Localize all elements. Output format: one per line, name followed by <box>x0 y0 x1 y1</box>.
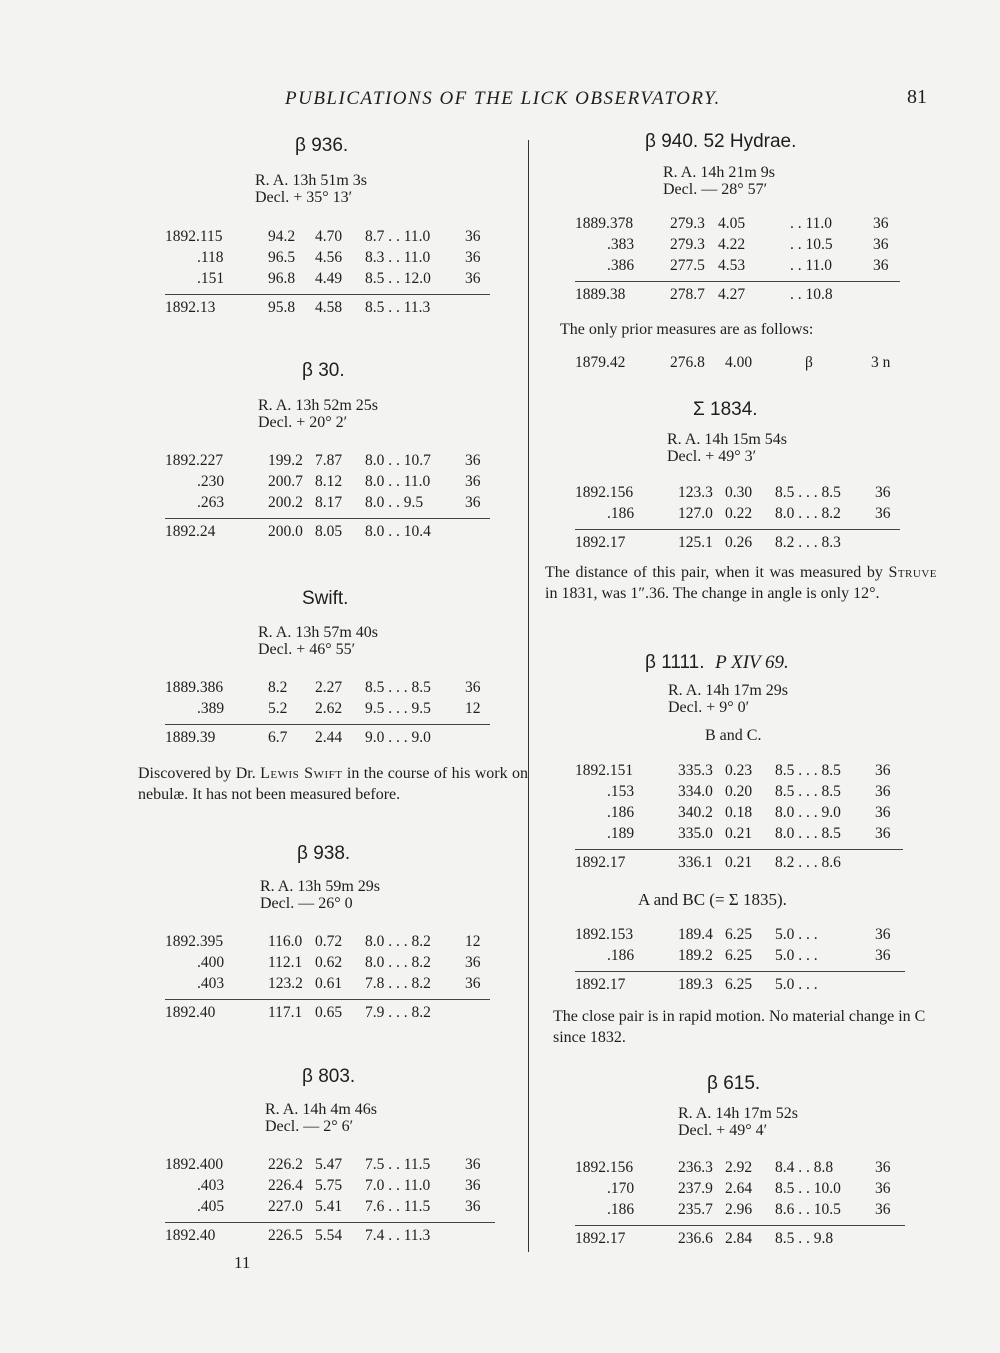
table-rule <box>575 971 905 972</box>
nights-cell: 36 <box>465 1156 481 1173</box>
nights-cell: 36 <box>873 257 889 274</box>
prior-measures-row <box>575 354 905 375</box>
distance-cell: 5.41 <box>315 1198 343 1215</box>
position-angle-cell: 112.1 <box>268 954 303 971</box>
magnitudes-cell: β <box>805 354 813 371</box>
magnitudes-cell: 7.9 . . . 8.2 <box>365 1004 431 1021</box>
magnitudes-cell: 8.6 . . 10.5 <box>775 1201 841 1218</box>
magnitudes-cell: 8.0 . . . 8.2 <box>365 933 431 950</box>
measures-table <box>165 1156 495 1248</box>
table-rule <box>165 724 490 725</box>
table-row <box>575 825 903 846</box>
declination: Decl. — 26° 0 <box>260 895 353 912</box>
right-ascension: R. A. 14h 21m 9s <box>663 164 776 181</box>
entry-title: β 615. <box>707 1073 761 1094</box>
distance-cell: 8.17 <box>315 494 343 511</box>
epoch-cell: 1892.156 <box>575 1159 634 1176</box>
table-rule <box>575 529 900 530</box>
magnitudes-cell: 8.5 . . . 8.5 <box>775 783 841 800</box>
coordinates <box>255 172 367 206</box>
distance-cell: 2.27 <box>315 679 343 696</box>
table-row <box>575 783 903 804</box>
coordinates <box>258 624 378 658</box>
entry-title: β 938. <box>297 843 351 864</box>
epoch-cell: 1892.40 <box>165 1004 216 1021</box>
table-row <box>575 1159 905 1180</box>
table-row <box>575 257 900 278</box>
table-row <box>575 1180 905 1201</box>
prior-row <box>575 354 905 375</box>
declination: Decl. + 49° 3′ <box>667 448 757 465</box>
epoch-cell: .151 <box>197 270 225 287</box>
table-row <box>165 975 490 996</box>
magnitudes-cell: 8.0 . . . 8.5 <box>775 825 841 842</box>
distance-cell: 4.05 <box>718 215 746 232</box>
magnitudes-cell: 7.5 . . 11.5 <box>365 1156 431 1173</box>
magnitudes-cell: 7.0 . . 11.0 <box>365 1177 431 1194</box>
epoch-cell: 1892.24 <box>165 523 216 540</box>
magnitudes-cell: . . 10.5 <box>790 236 833 253</box>
position-angle-cell: 116.0 <box>268 933 303 950</box>
declination: Decl. + 20° 2′ <box>258 414 348 431</box>
nights-cell: 36 <box>465 494 481 511</box>
discovery-note: Discovered by Dr. Lewis Swift in the course of his work on nebulæ. It has not been measured before. <box>138 765 529 803</box>
epoch-cell: .186 <box>607 505 635 522</box>
epoch-cell: .153 <box>607 783 635 800</box>
magnitudes-cell: 8.2 . . . 8.3 <box>775 534 841 551</box>
nights-cell: 36 <box>465 249 481 266</box>
position-angle-cell: 94.2 <box>268 228 296 245</box>
nights-cell: 36 <box>465 228 481 245</box>
magnitudes-cell: 8.4 . . 8.8 <box>775 1159 834 1176</box>
nights-cell: 36 <box>875 1201 891 1218</box>
distance-cell: 0.65 <box>315 1004 343 1021</box>
position-angle-cell: 276.8 <box>670 354 705 371</box>
table-row <box>575 947 905 968</box>
magnitudes-cell: 8.3 . . 11.0 <box>365 249 431 266</box>
table-row <box>575 236 900 257</box>
table-row <box>575 926 905 947</box>
distance-cell: 2.84 <box>725 1230 753 1247</box>
distance-cell: 8.12 <box>315 473 343 490</box>
entry-title: β 803. <box>302 1066 356 1087</box>
epoch-cell: 1892.40 <box>165 1227 216 1244</box>
epoch-cell: .405 <box>197 1198 225 1215</box>
position-angle-cell: 227.0 <box>268 1198 303 1215</box>
distance-cell: 0.22 <box>725 505 753 522</box>
distance-cell: 2.64 <box>725 1180 753 1197</box>
position-angle-cell: 200.2 <box>268 494 303 511</box>
position-angle-cell: 123.3 <box>678 484 713 501</box>
mean-row <box>575 534 900 555</box>
nights-cell: 36 <box>875 505 891 522</box>
epoch-cell: .403 <box>197 975 225 992</box>
table-rule <box>165 518 490 519</box>
epoch-cell: 1879.42 <box>575 354 626 371</box>
mean-row <box>165 1227 495 1248</box>
entry-title: Σ 1834. <box>693 399 758 420</box>
table-row <box>165 954 490 975</box>
mean-row <box>575 1230 905 1251</box>
nights-cell: 36 <box>465 452 481 469</box>
magnitudes-cell: 5.0 . . . <box>775 976 818 993</box>
distance-cell: 4.27 <box>718 286 746 303</box>
distance-cell: 2.96 <box>725 1201 753 1218</box>
entry-title-primary: β 1111. <box>645 652 705 673</box>
magnitudes-cell: 5.0 . . . <box>775 947 818 964</box>
table-row <box>165 494 490 515</box>
position-angle-cell: 336.1 <box>678 854 713 871</box>
distance-cell: 4.49 <box>315 270 343 287</box>
position-angle-cell: 6.7 <box>268 729 288 746</box>
position-angle-cell: 117.1 <box>268 1004 303 1021</box>
nights-cell: 36 <box>875 804 891 821</box>
nights-cell: 36 <box>873 215 889 232</box>
right-ascension: R. A. 13h 59m 29s <box>260 878 381 895</box>
nights-cell: 36 <box>875 783 891 800</box>
position-angle-cell: 334.0 <box>678 783 713 800</box>
position-angle-cell: 199.2 <box>268 452 303 469</box>
epoch-cell: .186 <box>607 1201 635 1218</box>
epoch-cell: .403 <box>197 1177 225 1194</box>
magnitudes-cell: 8.5 . . 10.0 <box>775 1180 841 1197</box>
distance-cell: 2.44 <box>315 729 343 746</box>
declination: Decl. + 49° 4′ <box>678 1122 768 1139</box>
epoch-cell: 1892.151 <box>575 762 634 779</box>
measures-table <box>165 452 490 544</box>
magnitudes-cell: 7.8 . . . 8.2 <box>365 975 431 992</box>
measures-table <box>575 215 900 307</box>
table-row <box>165 452 490 473</box>
motion-note: The close pair is in rapid motion. No material change in C since 1832. <box>553 1008 926 1046</box>
distance-cell: 4.53 <box>718 257 746 274</box>
epoch-cell: 1892.17 <box>575 976 626 993</box>
magnitudes-cell: 8.0 . . 10.4 <box>365 523 431 540</box>
mean-row <box>575 854 903 875</box>
epoch-cell: .170 <box>607 1180 635 1197</box>
entry-title: β 940. 52 Hydrae. <box>645 131 797 152</box>
entry-title: Swift. <box>302 588 349 609</box>
table-row <box>165 270 490 291</box>
table-row <box>575 484 900 505</box>
position-angle-cell: 226.5 <box>268 1227 303 1244</box>
distance-cell: 5.54 <box>315 1227 343 1244</box>
epoch-cell: .389 <box>197 700 225 717</box>
distance-cell: 7.87 <box>315 452 343 469</box>
entry-title: β 30. <box>302 360 345 381</box>
magnitudes-cell: 7.4 . . 11.3 <box>365 1227 431 1244</box>
magnitudes-cell: 5.0 . . . <box>775 926 818 943</box>
position-angle-cell: 340.2 <box>678 804 713 821</box>
table-row <box>165 228 490 249</box>
position-angle-cell: 200.7 <box>268 473 303 490</box>
position-angle-cell: 125.1 <box>678 534 713 551</box>
position-angle-cell: 200.0 <box>268 523 303 540</box>
position-angle-cell: 127.0 <box>678 505 713 522</box>
magnitudes-cell: 9.0 . . . 9.0 <box>365 729 431 746</box>
table-row <box>165 1156 495 1177</box>
nights-cell: 36 <box>875 825 891 842</box>
epoch-cell: 1889.378 <box>575 215 634 232</box>
distance-cell: 0.61 <box>315 975 343 992</box>
magnitudes-cell: . . 11.0 <box>790 215 833 232</box>
epoch-cell: .383 <box>607 236 635 253</box>
table-rule <box>575 849 903 850</box>
distance-cell: 4.22 <box>718 236 746 253</box>
position-angle-cell: 335.0 <box>678 825 713 842</box>
distance-cell: 0.21 <box>725 825 753 842</box>
epoch-cell: 1892.227 <box>165 452 224 469</box>
epoch-cell: 1892.156 <box>575 484 634 501</box>
epoch-cell: .189 <box>607 825 635 842</box>
epoch-cell: 1892.400 <box>165 1156 224 1173</box>
distance-cell: 8.05 <box>315 523 343 540</box>
nights-cell: 36 <box>875 947 891 964</box>
table-row <box>575 1201 905 1222</box>
table-row <box>165 1198 495 1219</box>
nights-cell: 36 <box>465 1177 481 1194</box>
position-angle-cell: 189.2 <box>678 947 713 964</box>
distance-cell: 6.25 <box>725 947 753 964</box>
epoch-cell: 1889.38 <box>575 286 626 303</box>
magnitudes-cell: 8.5 . . 9.8 <box>775 1230 834 1247</box>
magnitudes-cell: 8.5 . . 11.3 <box>365 299 431 316</box>
distance-cell: 0.21 <box>725 854 753 871</box>
epoch-cell: 1892.115 <box>165 228 223 245</box>
column-divider <box>528 140 529 1252</box>
magnitudes-cell: 8.0 . . 10.7 <box>365 452 431 469</box>
table-rule <box>165 294 490 295</box>
epoch-cell: 1892.13 <box>165 299 216 316</box>
mean-row <box>165 1004 490 1025</box>
measures-table <box>575 484 900 555</box>
distance-cell: 5.75 <box>315 1177 343 1194</box>
nights-cell: 36 <box>875 762 891 779</box>
magnitudes-cell: 8.5 . . . 8.5 <box>365 679 431 696</box>
measures-table <box>165 679 490 750</box>
nights-cell: 36 <box>875 484 891 501</box>
page-number: 81 <box>907 86 927 108</box>
epoch-cell: 1892.153 <box>575 926 634 943</box>
magnitudes-cell: 8.7 . . 11.0 <box>365 228 431 245</box>
magnitudes-cell: 8.5 . . . 8.5 <box>775 484 841 501</box>
magnitudes-cell: . . 11.0 <box>790 257 833 274</box>
epoch-cell: 1889.386 <box>165 679 224 696</box>
nights-cell: 36 <box>465 975 481 992</box>
epoch-cell: 1892.395 <box>165 933 224 950</box>
measures-table <box>165 933 490 1025</box>
epoch-cell: 1892.17 <box>575 854 626 871</box>
coordinates <box>265 1101 377 1135</box>
table-row <box>575 762 903 783</box>
mean-row <box>165 729 490 750</box>
position-angle-cell: 277.5 <box>670 257 705 274</box>
nights-cell: 36 <box>875 926 891 943</box>
magnitudes-cell: 8.0 . . . 8.2 <box>365 954 431 971</box>
table-row <box>575 804 903 825</box>
magnitudes-cell: 8.2 . . . 8.6 <box>775 854 841 871</box>
distance-cell: 2.62 <box>315 700 343 717</box>
distance-cell: 0.62 <box>315 954 343 971</box>
sub-heading-abc: A and BC (= Σ 1835). <box>638 890 787 909</box>
distance-cell: 0.72 <box>315 933 343 950</box>
epoch-cell: .118 <box>197 249 224 266</box>
magnitudes-cell: 8.5 . . 12.0 <box>365 270 431 287</box>
mean-row <box>575 976 905 997</box>
table-row <box>165 473 490 494</box>
nights-cell: 36 <box>465 679 481 696</box>
right-ascension: R. A. 14h 17m 52s <box>678 1105 799 1122</box>
position-angle-cell: 279.3 <box>670 236 705 253</box>
declination: Decl. — 2° 6′ <box>265 1118 354 1135</box>
right-ascension: R. A. 14h 4m 46s <box>265 1101 378 1118</box>
entry-title <box>645 652 789 674</box>
distance-cell: 0.23 <box>725 762 753 779</box>
measures-table <box>165 228 490 320</box>
epoch-cell: .400 <box>197 954 225 971</box>
prior-measures-intro: The only prior measures are as follows: <box>560 321 814 338</box>
mean-row <box>165 523 490 544</box>
distance-cell: 4.58 <box>315 299 343 316</box>
magnitudes-cell: 8.5 . . . 8.5 <box>775 762 841 779</box>
declination: Decl. + 35° 13′ <box>255 189 353 206</box>
nights-cell: 3 n <box>871 354 891 371</box>
nights-cell: 36 <box>465 270 481 287</box>
magnitudes-cell: 8.0 . . 9.5 <box>365 494 424 511</box>
epoch-cell: .386 <box>607 257 635 274</box>
table-row <box>165 679 490 700</box>
distance-cell: 4.00 <box>725 354 753 371</box>
magnitudes-cell: 7.6 . . 11.5 <box>365 1198 431 1215</box>
declination: Decl. — 28° 57′ <box>663 181 768 198</box>
mean-row <box>165 299 490 320</box>
distance-cell: 0.18 <box>725 804 753 821</box>
magnitudes-cell: 8.0 . . 11.0 <box>365 473 431 490</box>
position-angle-cell: 278.7 <box>670 286 705 303</box>
magnitudes-cell: . . 10.8 <box>790 286 833 303</box>
position-angle-cell: 226.2 <box>268 1156 303 1173</box>
measures-table-bc <box>575 762 903 875</box>
distance-cell: 4.70 <box>315 228 343 245</box>
epoch-cell: .186 <box>607 947 635 964</box>
distance-cell: 0.20 <box>725 783 753 800</box>
table-row <box>575 215 900 236</box>
signature-number: 11 <box>234 1253 251 1272</box>
position-angle-cell: 96.5 <box>268 249 296 266</box>
epoch-cell: .263 <box>197 494 225 511</box>
declination: Decl. + 9° 0′ <box>668 699 750 716</box>
nights-cell: 12 <box>465 700 481 717</box>
table-row <box>165 700 490 721</box>
position-angle-cell: 236.3 <box>678 1159 713 1176</box>
distance-cell: 6.25 <box>725 926 753 943</box>
epoch-cell: .230 <box>197 473 225 490</box>
position-angle-cell: 237.9 <box>678 1180 713 1197</box>
measures-table-abc <box>575 926 905 997</box>
nights-cell: 36 <box>465 473 481 490</box>
mean-row <box>575 286 900 307</box>
position-angle-cell: 335.3 <box>678 762 713 779</box>
table-row <box>165 249 490 270</box>
nights-cell: 36 <box>875 1159 891 1176</box>
table-row <box>575 505 900 526</box>
position-angle-cell: 5.2 <box>268 700 288 717</box>
coordinates <box>668 682 788 716</box>
nights-cell: 36 <box>465 1198 481 1215</box>
distance-cell: 5.47 <box>315 1156 343 1173</box>
struve-note: The distance of this pair, when it was measured by Struve in 1831, was 1″.36. The change in angle is only 12°. <box>545 564 937 602</box>
epoch-cell: .186 <box>607 804 635 821</box>
magnitudes-cell: 8.0 . . . 9.0 <box>775 804 841 821</box>
distance-cell: 4.56 <box>315 249 343 266</box>
coordinates <box>667 431 787 465</box>
right-ascension: R. A. 13h 51m 3s <box>255 172 368 189</box>
epoch-cell: 1889.39 <box>165 729 216 746</box>
position-angle-cell: 279.3 <box>670 215 705 232</box>
position-angle-cell: 189.3 <box>678 976 713 993</box>
table-row <box>165 1177 495 1198</box>
nights-cell: 36 <box>465 954 481 971</box>
position-angle-cell: 236.6 <box>678 1230 713 1247</box>
position-angle-cell: 8.2 <box>268 679 288 696</box>
epoch-cell: 1892.17 <box>575 534 626 551</box>
position-angle-cell: 123.2 <box>268 975 303 992</box>
position-angle-cell: 235.7 <box>678 1201 713 1218</box>
running-header: PUBLICATIONS OF THE LICK OBSERVATORY. <box>285 88 721 109</box>
magnitudes-cell: 9.5 . . . 9.5 <box>365 700 431 717</box>
position-angle-cell: 189.4 <box>678 926 713 943</box>
distance-cell: 6.25 <box>725 976 753 993</box>
table-rule <box>165 999 490 1000</box>
coordinates <box>258 397 378 431</box>
entry-title-secondary: P XIV 69. <box>715 652 789 673</box>
epoch-cell: 1892.17 <box>575 1230 626 1247</box>
sub-heading-bc: B and C. <box>705 727 762 744</box>
position-angle-cell: 95.8 <box>268 299 296 316</box>
right-ascension: R. A. 14h 15m 54s <box>667 431 788 448</box>
right-ascension: R. A. 13h 52m 25s <box>258 397 379 414</box>
coordinates <box>663 164 775 198</box>
nights-cell: 12 <box>465 933 481 950</box>
distance-cell: 0.30 <box>725 484 753 501</box>
right-ascension: R. A. 14h 17m 29s <box>668 682 789 699</box>
table-rule <box>575 281 900 282</box>
table-rule <box>165 1222 495 1223</box>
nights-cell: 36 <box>873 236 889 253</box>
entry-title: β 936. <box>295 135 349 156</box>
declination: Decl. + 46° 55′ <box>258 641 356 658</box>
distance-cell: 0.26 <box>725 534 753 551</box>
nights-cell: 36 <box>875 1180 891 1197</box>
position-angle-cell: 226.4 <box>268 1177 303 1194</box>
distance-cell: 2.92 <box>725 1159 753 1176</box>
coordinates <box>260 878 380 912</box>
measures-table <box>575 1159 905 1251</box>
table-row <box>165 933 490 954</box>
table-rule <box>575 1225 905 1226</box>
coordinates <box>678 1105 798 1139</box>
position-angle-cell: 96.8 <box>268 270 296 287</box>
magnitudes-cell: 8.0 . . . 8.2 <box>775 505 841 522</box>
right-ascension: R. A. 13h 57m 40s <box>258 624 379 641</box>
